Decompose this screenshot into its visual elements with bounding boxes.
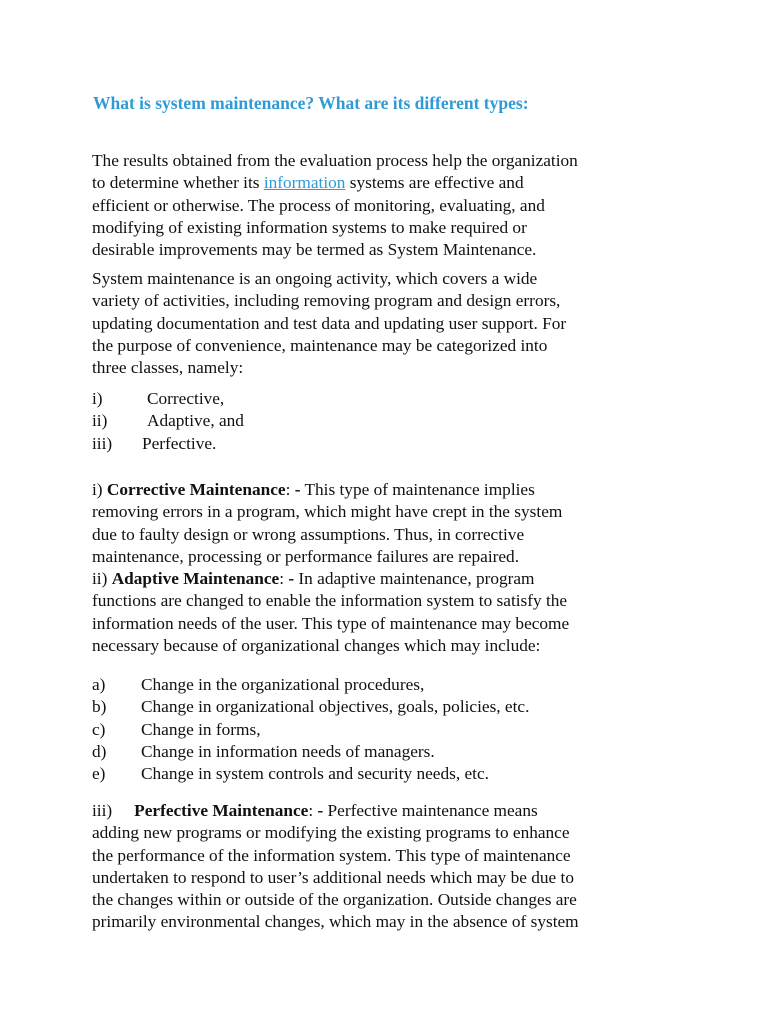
list-item-text: Change in organizational objectives, goals, policies, etc. (141, 697, 530, 717)
list-item (92, 410, 692, 432)
information-link[interactable]: information (263, 173, 346, 193)
list-item-text: Change in system controls and security needs, etc. (141, 764, 489, 784)
changes-list (92, 674, 692, 785)
activity-paragraph (92, 268, 692, 379)
list-item (92, 741, 692, 763)
paragraph-line: the purpose of convenience, maintenance may be categorized into (92, 335, 548, 355)
list-marker: e) (92, 764, 106, 784)
list-marker: c) (92, 719, 106, 739)
perfective-heading-line (92, 800, 692, 822)
paragraph-line: The results obtained from the evaluation process help the organization (92, 151, 578, 170)
list-item (92, 696, 692, 718)
paragraph-line (92, 172, 692, 194)
list-item-text: Perfective. (142, 433, 217, 453)
text-fragment: i) (92, 480, 107, 499)
paragraph-line: necessary because of organizational changes which may include: (92, 636, 541, 656)
corrective-title: Corrective Maintenance (106, 480, 286, 499)
list-marker: iii) (92, 433, 113, 453)
paragraph-line: the performance of the information system. This type of maintenance (92, 845, 571, 865)
paragraph-line: undertaken to respond to user’s additional needs which may be due to (92, 867, 574, 887)
list-marker: d) (92, 741, 107, 761)
list-marker: i) (92, 389, 103, 408)
perfective-paragraph (92, 800, 692, 934)
list-item (92, 763, 692, 785)
list-item-text: Corrective, (147, 389, 225, 408)
list-item (92, 674, 692, 696)
paragraph-line: information needs of the user. This type of maintenance may become (92, 613, 570, 633)
paragraph-line: the changes within or outside of the organization. Outside changes are (92, 890, 577, 910)
list-item (92, 388, 692, 410)
paragraph-line: primarily environmental changes, which may in the absence of system (92, 912, 579, 932)
text-fragment: to determine whether its (92, 173, 264, 193)
classes-list (92, 388, 692, 455)
paragraph-line: modifying of existing information systems to make required or (92, 217, 527, 237)
list-item (92, 719, 692, 741)
paragraph-line: due to faulty design or wrong assumptions. Thus, in corrective (92, 524, 525, 544)
text-fragment: : (285, 480, 295, 499)
paragraph-line: efficient or otherwise. The process of monitoring, evaluating, and (92, 195, 545, 215)
adaptive-heading-line (92, 568, 692, 590)
list-item-text: Change in the organizational procedures, (141, 675, 425, 694)
text-fragment: iii) (92, 801, 113, 820)
list-marker: b) (92, 697, 107, 717)
adaptive-title: Adaptive Maintenance (111, 569, 280, 589)
paragraph-line: adding new programs or modifying the existing programs to enhance (92, 823, 570, 843)
paragraph-line: functions are changed to enable the information system to satisfy the (92, 591, 568, 611)
text-fragment: Perfective maintenance means (323, 801, 538, 820)
dash: - (288, 569, 295, 589)
paragraph-line: removing errors in a program, which might have crept in the system (92, 502, 563, 522)
dash: - (294, 480, 301, 499)
text-fragment: This type of maintenance implies (300, 480, 535, 499)
text-fragment: In adaptive maintenance, program (294, 569, 535, 589)
paragraph-line: System maintenance is an ongoing activity, which covers a wide (92, 269, 538, 288)
page-heading: What is system maintenance? What are its different types: (93, 93, 529, 113)
list-marker: ii) (92, 411, 108, 431)
list-item (92, 433, 692, 455)
text-fragment: systems are effective and (345, 173, 524, 193)
paragraph-line: updating documentation and test data and updating user support. For (92, 313, 567, 333)
text-fragment: ii) (92, 569, 112, 589)
paragraph-line: desirable improvements may be termed as System Maintenance. (92, 240, 537, 260)
dash: - (317, 801, 324, 820)
maintenance-types-paragraph (92, 479, 692, 657)
intro-paragraph (92, 150, 692, 261)
perfective-title: Perfective Maintenance (134, 801, 309, 820)
paragraph-line: three classes, namely: (92, 358, 244, 378)
list-item-text: Adaptive, and (147, 411, 244, 431)
list-marker: a) (92, 675, 106, 694)
list-item-text: Change in information needs of managers. (141, 741, 435, 761)
text-fragment: : (279, 569, 289, 589)
corrective-heading-line (92, 479, 692, 501)
list-item-text: Change in forms, (141, 719, 261, 739)
paragraph-line: maintenance, processing or performance failures are repaired. (92, 546, 520, 566)
paragraph-line: variety of activities, including removing program and design errors, (92, 291, 561, 311)
text-fragment: : (308, 801, 318, 820)
